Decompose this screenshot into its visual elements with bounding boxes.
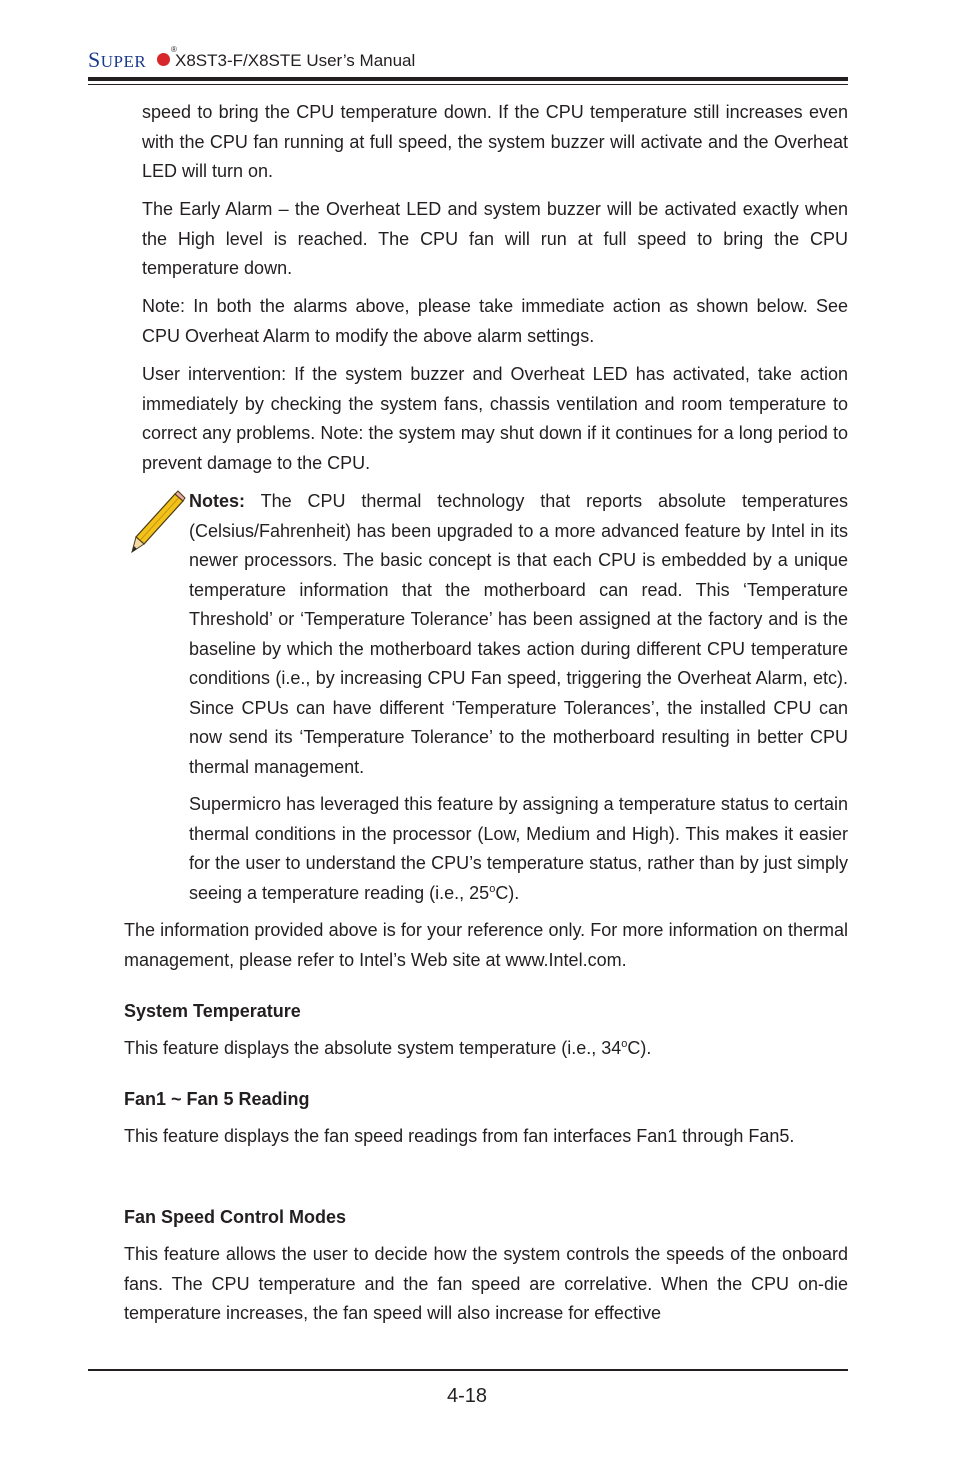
paragraph-fan-speed-control: This feature allows the user to decide how the system controls the speeds of the onboard fans. The CPU temperature and the fan speed are correlative. When the CPU on-die temperature increases, the fan speed will also increase for effective (124, 1244, 848, 1323)
page-header (88, 44, 848, 74)
notes-text: The CPU thermal technology that reports absolute temperatures (Celsius/Fahrenheit) has been upgraded to a more advanced feature by Intel in its newer processors. The basic concept is that each CPU is embedded by a unique temperature information that the motherboard can read. This ‘Temperature Threshold’ or ‘Temperature Tolerance’ has been assigned at the factory and is the baseline by which the motherboard takes action during different CPU temperature conditions (i.e., by increasing CPU Fan speed, triggering the Overheat Alarm, etc). Since CPUs can have different ‘Temperature Tolerances’, the installed CPU can now send its ‘Temperature Tolerance’ to the motherboard resulting in better CPU thermal management. (189, 491, 848, 777)
pencil-icon (128, 490, 186, 556)
heading-fan-reading: Fan1 ~ Fan 5 Reading (124, 1089, 310, 1109)
header-rule (88, 77, 848, 81)
registered-mark: ® (171, 45, 177, 54)
paragraph-fan-reading: This feature displays the fan speed readings from fan interfaces Fan1 through Fan5. (124, 1126, 795, 1146)
paragraph-user-intervention: User intervention: If the system buzzer and Overheat LED has activated, take action immediately by checking the system fans, chassis ventilation and room temperature to correct any problems. Note: the system may shut down if it continues for a long period to prevent damage to the CPU. (142, 364, 848, 473)
supermicro-logo: SUPER (88, 47, 147, 72)
notes-label: Notes: (189, 491, 246, 511)
header-rule-thin (88, 84, 848, 85)
paragraph-system-temperature: This feature displays the absolute system temperature (i.e., 34$^o$C). (124, 1038, 652, 1058)
footer-rule (88, 1369, 848, 1371)
notes-supermicro: Supermicro has leveraged this feature by assigning a temperature status to certain thermal conditions in the processor (Low, Medium and High). This makes it easier for the user to understand the CPU’s temperature status, rather than by just simply seeing a temperature reading (i.e., 25$^o$C). (189, 794, 848, 903)
page-number: 4-18 (446, 1385, 488, 1407)
heading-system-temperature: System Temperature (124, 1001, 301, 1021)
logo-dot-icon (157, 53, 170, 66)
paragraph-alarm-note: Note: In both the alarms above, please take immediate action as shown below. See CPU Overheat Alarm to modify the above alarm settings. (142, 296, 848, 346)
paragraph-early-alarm: The Early Alarm – the Overheat LED and system buzzer will be activated exactly when the High level is reached. The CPU fan will run at full speed to bring the CPU temperature down. (142, 199, 848, 278)
paragraph-reference: The information provided above is for your reference only. For more information on thermal management, please refer to Intel’s Web site at www.Intel.com. (124, 920, 848, 970)
notes-block (189, 487, 848, 782)
manual-title: X8ST3-F/X8STE User’s Manual (175, 51, 416, 70)
paragraph-overheat-continue: speed to bring the CPU temperature down. If the CPU temperature still increases even with the CPU fan running at full speed, the system buzzer will activate and the Overheat LED will turn on. (142, 102, 848, 181)
heading-fan-speed-control: Fan Speed Control Modes (124, 1207, 347, 1227)
